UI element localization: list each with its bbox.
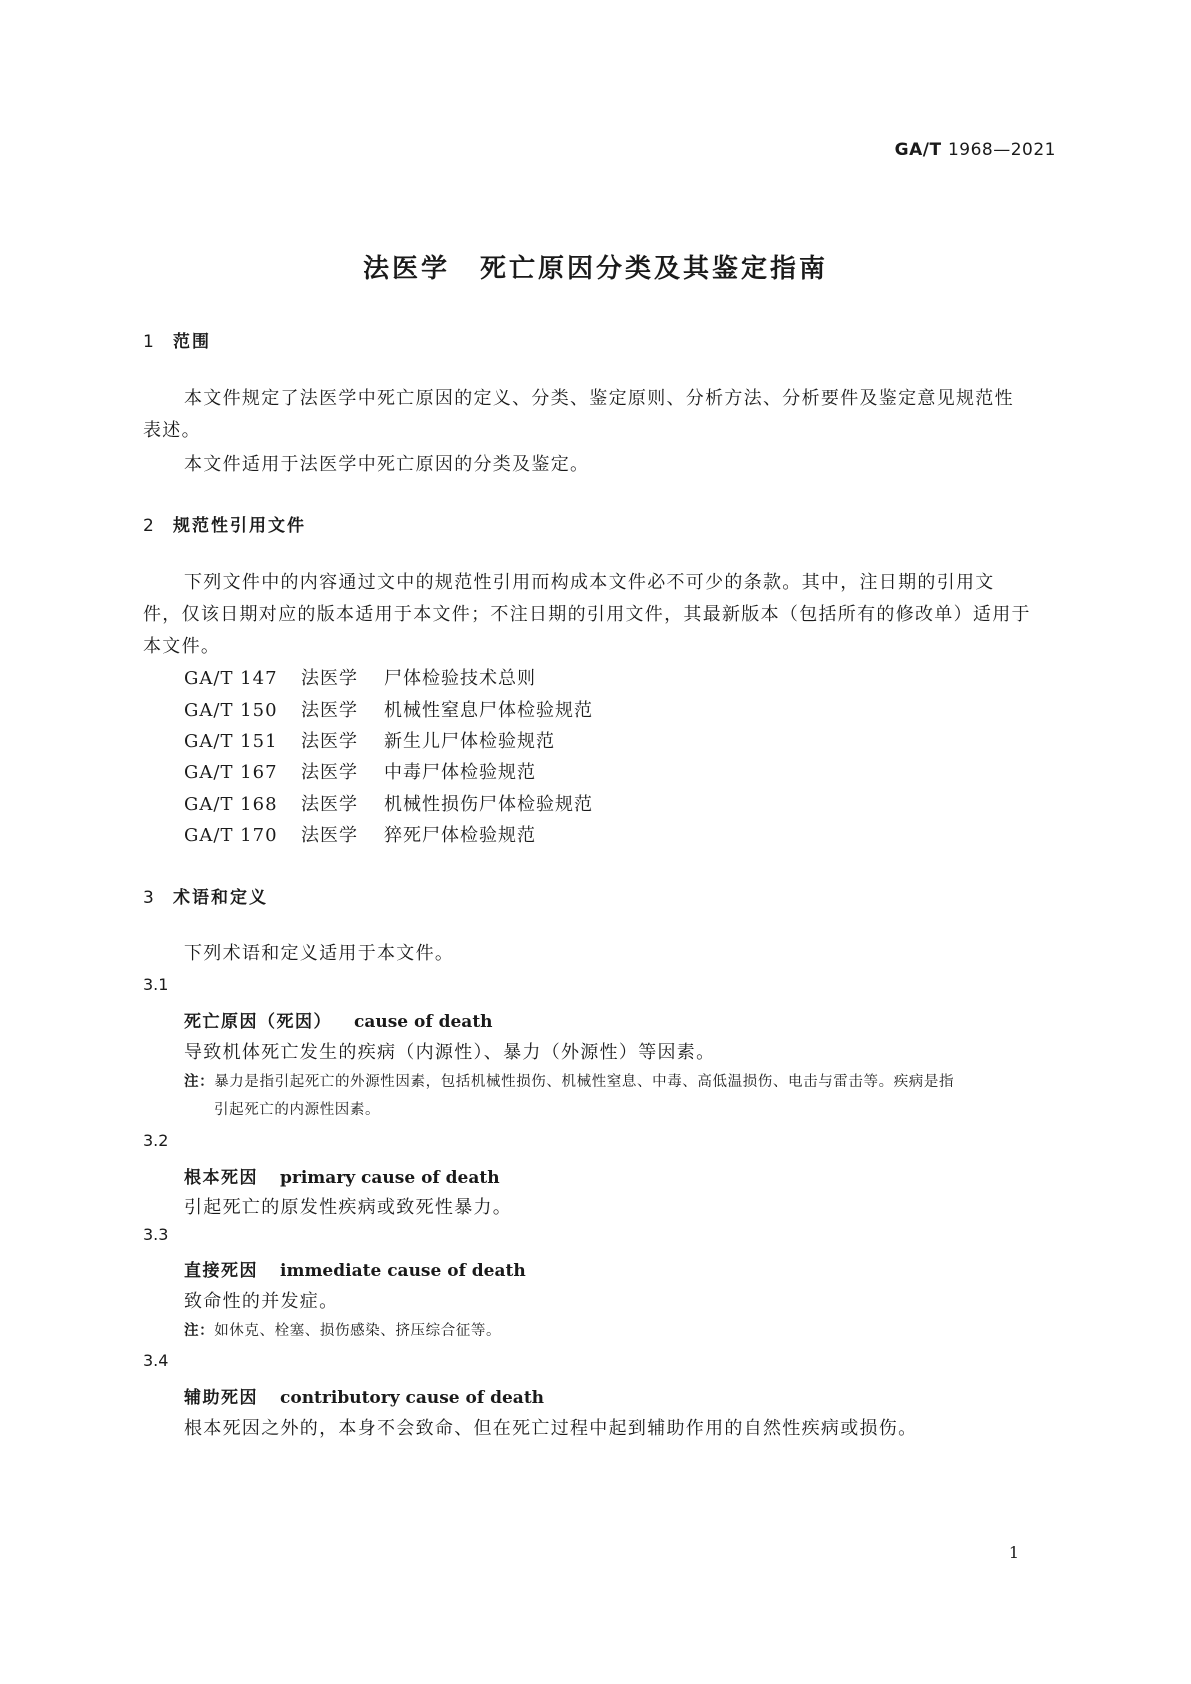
ref-prefix: 法医学 xyxy=(301,731,358,752)
sec2-para1-line3: 本文件。 xyxy=(143,636,221,657)
ref-title: 尸体检验技术总则 xyxy=(384,668,536,689)
note-label: 注： xyxy=(184,1074,215,1090)
clause-number: 3.4 xyxy=(143,1351,169,1370)
section-title: 范围 xyxy=(173,332,211,352)
ref-code: GA/T 151 xyxy=(184,731,278,752)
standard-prefix: GA/T xyxy=(894,140,942,160)
ref-title: 猝死尸体检验规范 xyxy=(384,825,536,846)
term-zh: 根本死因 xyxy=(184,1168,258,1188)
section-number: 2 xyxy=(143,516,156,536)
ref-prefix: 法医学 xyxy=(301,825,358,846)
sec1-para1-line1: 本文件规定了法医学中死亡原因的定义、分类、鉴定原则、分析方法、分析要件及鉴定意见规范性 xyxy=(184,388,1014,409)
reference-item xyxy=(184,758,536,784)
clause-number: 3.2 xyxy=(143,1131,169,1150)
ref-code: GA/T 168 xyxy=(184,794,278,815)
note-text: 如休克、栓塞、损伤感染、挤压综合征等。 xyxy=(214,1323,502,1339)
sec1-para2: 本文件适用于法医学中死亡原因的分类及鉴定。 xyxy=(184,454,590,475)
sec3-intro: 下列术语和定义适用于本文件。 xyxy=(184,943,455,964)
sec2-para1-line1: 下列文件中的内容通过文中的规范性引用而构成本文件必不可少的条款。其中，注日期的引用文 xyxy=(184,572,995,593)
note-label: 注： xyxy=(184,1323,215,1339)
standard-number: 1968—2021 xyxy=(947,140,1056,160)
ref-prefix: 法医学 xyxy=(301,794,358,815)
term-definition: 引起死亡的原发性疾病或致死性暴力。 xyxy=(184,1197,513,1218)
ref-prefix: 法医学 xyxy=(301,762,358,783)
ref-code: GA/T 147 xyxy=(184,668,278,689)
clause-number: 3.3 xyxy=(143,1225,169,1244)
note-text-continued: 引起死亡的内源性因素。 xyxy=(214,1102,381,1118)
reference-item xyxy=(184,821,536,847)
ref-code: GA/T 150 xyxy=(184,700,278,721)
ref-title: 机械性窒息尸体检验规范 xyxy=(384,700,593,721)
term-definition: 根本死因之外的，本身不会致命、但在死亡过程中起到辅助作用的自然性疾病或损伤。 xyxy=(184,1418,918,1439)
ref-code: GA/T 170 xyxy=(184,825,278,846)
term-heading xyxy=(184,1256,526,1281)
term-en: primary cause of death xyxy=(280,1168,500,1188)
term-heading xyxy=(184,1163,500,1188)
title-part1: 法医学 xyxy=(362,254,450,284)
section-number: 3 xyxy=(143,888,156,908)
standard-code xyxy=(895,140,1056,160)
ref-title: 中毒尸体检验规范 xyxy=(384,762,536,783)
section-title: 术语和定义 xyxy=(173,888,268,908)
term-zh: 直接死因 xyxy=(184,1261,258,1281)
term-heading xyxy=(184,1383,544,1408)
ref-prefix: 法医学 xyxy=(301,700,358,721)
document-title xyxy=(0,248,1191,285)
term-note xyxy=(184,1317,1064,1345)
section-2-heading xyxy=(143,511,306,536)
section-title: 规范性引用文件 xyxy=(173,516,306,536)
section-number: 1 xyxy=(143,332,156,352)
title-part2: 死亡原因分类及其鉴定指南 xyxy=(480,254,829,284)
reference-item xyxy=(184,727,555,753)
reference-item xyxy=(184,696,593,722)
sec1-para1-line2: 表述。 xyxy=(143,420,201,441)
term-en: immediate cause of death xyxy=(280,1261,526,1281)
ref-title: 新生儿尸体检验规范 xyxy=(384,731,555,752)
section-1-heading xyxy=(143,327,211,352)
reference-item xyxy=(184,790,593,816)
page-number: 1 xyxy=(1008,1543,1019,1562)
ref-code: GA/T 167 xyxy=(184,762,278,783)
sec2-para1-line2: 件，仅该日期对应的版本适用于本文件；不注日期的引用文件，其最新版本（包括所有的修改单）适用于 xyxy=(143,604,1031,625)
note-text: 暴力是指引起死亡的外源性因素，包括机械性损伤、机械性窒息、中毒、高低温损伤、电击与雷击等。疾病是指 xyxy=(214,1074,955,1090)
term-heading xyxy=(184,1007,493,1032)
reference-item xyxy=(184,664,536,690)
term-zh: 辅助死因 xyxy=(184,1388,258,1408)
ref-title: 机械性损伤尸体检验规范 xyxy=(384,794,593,815)
term-en: cause of death xyxy=(354,1012,493,1032)
term-en: contributory cause of death xyxy=(280,1388,545,1408)
term-note xyxy=(184,1068,1064,1124)
ref-prefix: 法医学 xyxy=(301,668,358,689)
term-definition: 致命性的并发症。 xyxy=(184,1291,339,1312)
term-zh: 死亡原因（死因） xyxy=(184,1012,332,1032)
term-definition: 导致机体死亡发生的疾病（内源性）、暴力（外源性）等因素。 xyxy=(184,1042,716,1063)
clause-number: 3.1 xyxy=(143,975,169,994)
section-3-heading xyxy=(143,883,268,908)
